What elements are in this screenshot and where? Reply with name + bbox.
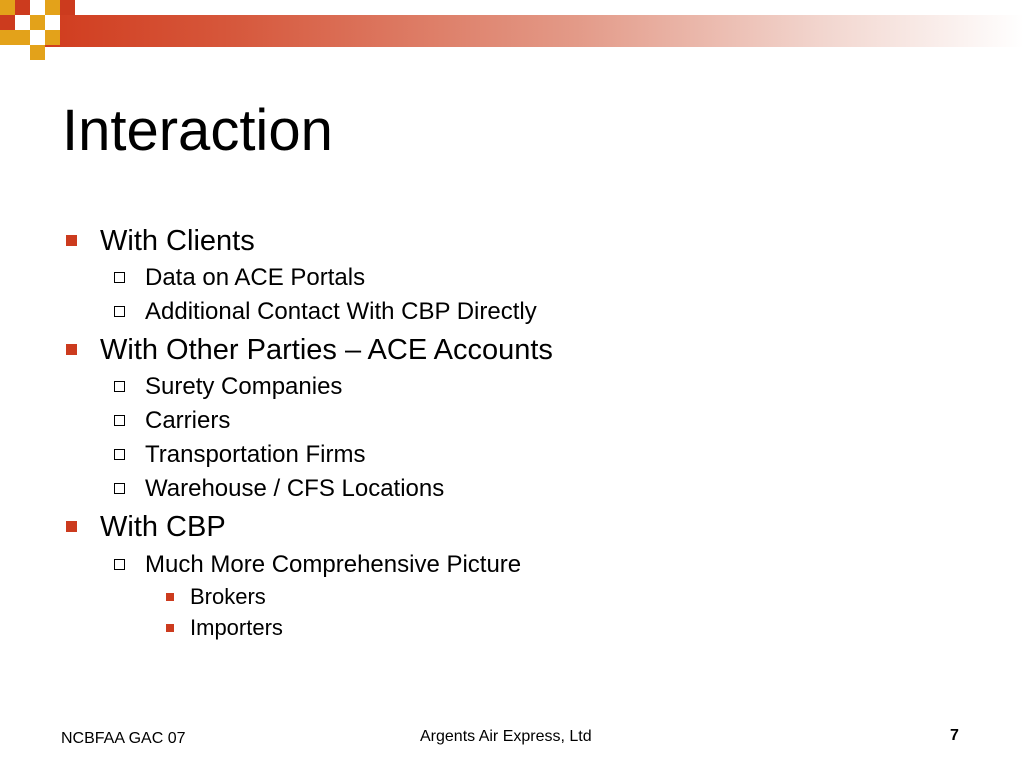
sub-bullet-text: Warehouse / CFS Locations bbox=[145, 475, 445, 502]
bullet-text: With CBP bbox=[100, 511, 226, 543]
footer-center-text: Argents Air Express, Ltd bbox=[420, 728, 592, 745]
sub-bullet-text: Additional Contact With CBP Directly bbox=[145, 298, 537, 325]
footer-left-text: NCBFAA GAC 07 bbox=[61, 730, 186, 747]
sub-bullet-item bbox=[145, 372, 342, 402]
sub-bullet-item bbox=[145, 406, 230, 436]
sub-bullet-text: Transportation Firms bbox=[145, 441, 366, 468]
hollow-square-bullet-icon bbox=[114, 415, 125, 426]
bullet-item bbox=[100, 223, 255, 259]
header-gradient-bar bbox=[30, 15, 1024, 47]
sub-sub-bullet-item bbox=[190, 583, 266, 611]
square-bullet-icon bbox=[166, 593, 174, 601]
sub-sub-bullet-text: Importers bbox=[190, 615, 283, 640]
hollow-square-bullet-icon bbox=[114, 381, 125, 392]
sub-bullet-text: Carriers bbox=[145, 407, 231, 434]
bullet-text: With Other Parties – ACE Accounts bbox=[100, 334, 553, 366]
sub-sub-bullet-text: Brokers bbox=[190, 584, 266, 609]
square-bullet-icon bbox=[66, 344, 77, 355]
slide-title: Interaction bbox=[62, 98, 333, 163]
sub-bullet-item bbox=[145, 263, 365, 293]
bullet-text: With Clients bbox=[100, 225, 255, 257]
hollow-square-bullet-icon bbox=[114, 306, 125, 317]
sub-bullet-item bbox=[145, 440, 366, 470]
sub-bullet-item bbox=[145, 550, 521, 580]
page-number: 7 bbox=[950, 727, 959, 744]
square-bullet-icon bbox=[166, 624, 174, 632]
square-bullet-icon bbox=[66, 235, 77, 246]
sub-bullet-text: Surety Companies bbox=[145, 373, 343, 400]
sub-bullet-text: Data on ACE Portals bbox=[145, 264, 366, 291]
sub-bullet-item bbox=[145, 474, 444, 504]
sub-bullet-item bbox=[145, 297, 537, 327]
sub-sub-bullet-item bbox=[190, 614, 283, 642]
hollow-square-bullet-icon bbox=[114, 272, 125, 283]
sub-bullet-text: Much More Comprehensive Picture bbox=[145, 551, 522, 578]
hollow-square-bullet-icon bbox=[114, 483, 125, 494]
hollow-square-bullet-icon bbox=[114, 559, 125, 570]
bullet-item bbox=[100, 509, 226, 545]
hollow-square-bullet-icon bbox=[114, 449, 125, 460]
bullet-item bbox=[100, 332, 553, 368]
square-bullet-icon bbox=[66, 521, 77, 532]
